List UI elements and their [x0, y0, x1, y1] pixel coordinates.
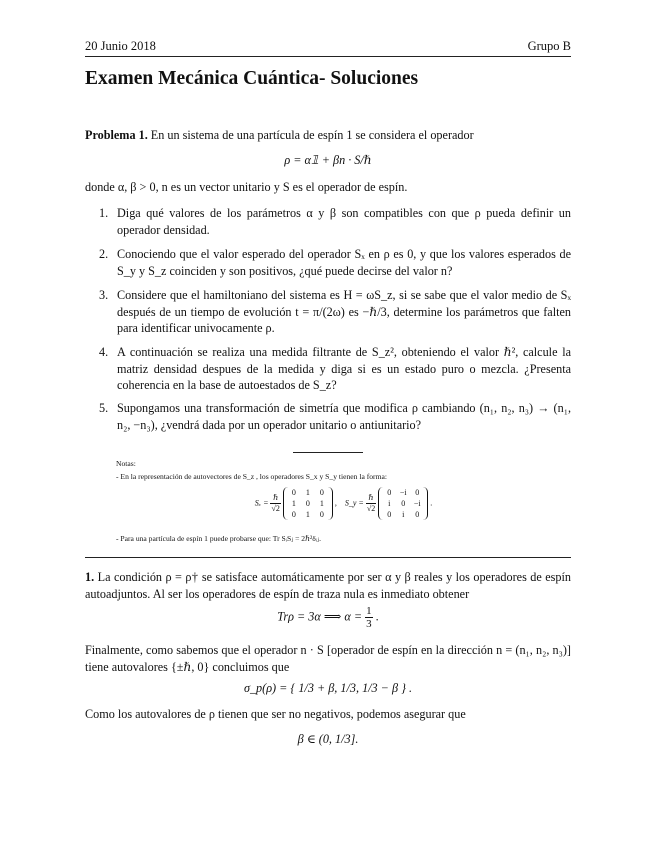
beta-range-equation: β ∈ (0, 1/3].	[297, 732, 359, 746]
notes-divider	[293, 452, 363, 453]
page-title: Examen Mecánica Cuántica- Soluciones	[85, 68, 419, 89]
hbar-fraction	[270, 493, 280, 514]
notes-heading: Notas:	[116, 459, 136, 468]
item-number: 4.	[99, 345, 109, 359]
item-text: Conociendo que el valor esperado del operador Sₓ en ρ es 0, y que los valores esperados de S_y y S_z coinciden y son positivos, ¿qué puede decirse del valor n?	[117, 247, 571, 278]
eq1-lhs: Trρ = 3α ⟹ α =	[277, 609, 363, 624]
solution-label: 1.	[85, 570, 95, 584]
hbar-num: ℏ	[270, 493, 280, 504]
eq1-num: 1	[366, 605, 372, 617]
item-text: Considere que el hamiltoniano del sistema es H = ωS_z, si se sabe que el valor medio de Sₓ después de un tiempo de evolución t = π/(2ω) es −ℏ/3, determine los parámetros que falten para identificar univocamente ρ.	[117, 288, 571, 335]
trace-equation: Trρ = 3α ⟹ α = $\frac{1}{3}$ .	[277, 605, 379, 630]
item-text: A continuación se realiza una medida filtrante de S_z², obteniendo el valor ℏ², calcule la matriz densidad despues de la medida y diga si es un estado puro o mezcla. ¿Presenta coherencia en la base de autoestados de S_z?	[117, 345, 571, 392]
notes-line2: - Para una partícula de espín 1 puede probarse que: Tr SᵢSⱼ = 2ℏ²δᵢⱼ.	[116, 534, 322, 543]
solution-para1	[85, 569, 571, 603]
list-item	[99, 205, 571, 238]
list-item	[99, 344, 571, 394]
header-date: 20 Junio 2018	[85, 39, 156, 53]
solution-para3: Como los autovalores de ρ tienen que ser no negativos, podemos asegurar que	[85, 707, 466, 721]
hbar-fraction: $\frac{\text{ℏ}}{√2}$	[366, 493, 376, 513]
spin-matrices: Sₓ = $\frac{\text{ℏ}}{√2}$ 0 1 0 1 0 1 0 1 0 , S_y = $\frac{\text{ℏ}}{√2}$ 0 −i 0 i 0 −i 0 i 0 .	[254, 488, 433, 519]
problem-intro	[85, 127, 571, 144]
item-number: 1.	[99, 206, 109, 220]
sx-label: Sₓ =	[254, 498, 269, 508]
eq1-den: 3	[366, 618, 372, 630]
problem-label: Problema 1.	[85, 128, 148, 142]
sy-label: S_y =	[344, 498, 364, 508]
where-text: donde α, β > 0, n es un vector unitario y S es el operador de espín.	[85, 180, 408, 194]
item-number: 5.	[99, 401, 109, 415]
operator-equation: ρ = α𝟙 + βn · S/ℏ	[284, 153, 372, 167]
header-group: Grupo B	[527, 39, 571, 53]
item-text: Diga qué valores de los parámetros α y β son compatibles con que ρ pueda definir un operador densidad.	[117, 206, 571, 237]
solution-para1-text: La condición ρ = ρ† se satisface automáticamente por ser α y β reales y los operadores de espín autoadjuntos. Al ser los operadores de espín de traza nula es inmediato obtener	[85, 570, 571, 601]
eq1-fraction	[365, 605, 373, 630]
spectrum-equation: σ_p(ρ) = { 1/3 + β, 1/3, 1/3 − β } .	[243, 681, 413, 695]
problem-intro-text: En un sistema de una partícula de espín 1 se considera el operador	[150, 128, 474, 142]
item-number: 2.	[99, 247, 109, 261]
sx-matrix: 0 1 0 1 0 1 0 1 0	[283, 487, 333, 520]
solution-para2: Finalmente, como sabemos que el operador n · S [operador de espín en la dirección n = (n₁, n₂, n₃)] tiene autovalores {±ℏ, 0} concluimos que	[85, 643, 571, 674]
list-item	[99, 400, 571, 433]
list-item	[99, 287, 571, 337]
hbar-den: √2	[271, 504, 280, 513]
list-item	[99, 246, 571, 279]
section-rule	[85, 557, 571, 558]
item-text: Supongamos una transformación de simetría que modifica ρ cambiando (n₁, n₂, n₃) → (n₁, n₂, −n₃), ¿vendrá dada por un operador unitario o antiunitario?	[117, 401, 571, 432]
item-number: 3.	[99, 288, 109, 302]
sy-matrix: 0 −i 0 i 0 −i 0 i 0	[378, 487, 428, 520]
header-rule	[85, 56, 571, 57]
notes-line1: - En la representación de autovectores de S_z , los operadores S_x y S_y tienen la forma:	[116, 472, 387, 481]
